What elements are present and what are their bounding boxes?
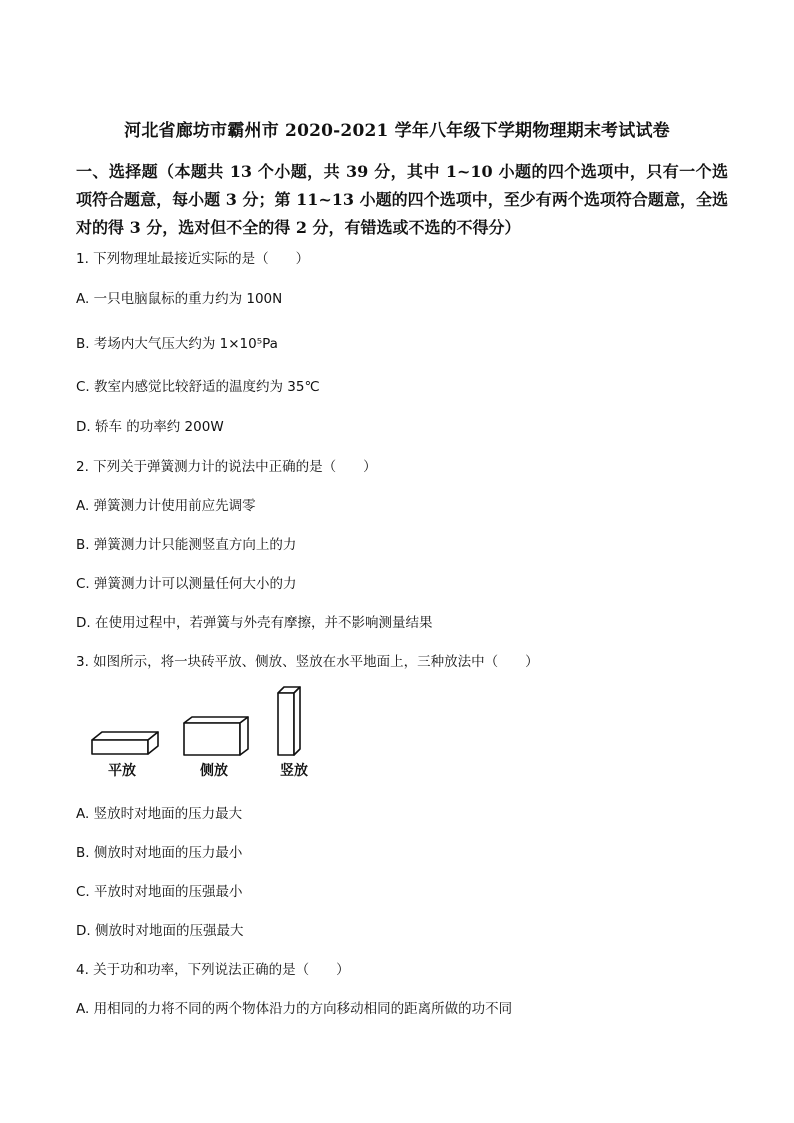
- question-1-option-c: C. 教室内感觉比较舒适的温度约为 35℃: [76, 379, 320, 395]
- brick-flat: [92, 732, 158, 754]
- question-2-option-a: A. 弹簧测力计使用前应先调零: [76, 498, 256, 514]
- question-3-option-b: B. 侧放时对地面的压力最小: [76, 845, 243, 861]
- question-1-option-b: B. 考场内大气压大约为 1×10⁵Pa: [76, 336, 278, 352]
- question-3-option-d: D. 侧放时对地面的压强最大: [76, 923, 244, 939]
- question-2-option-c: C. 弹簧测力计可以测量任何大小的力: [76, 576, 297, 592]
- question-1-option-a: A. 一只电脑鼠标的重力约为 100N: [76, 291, 283, 307]
- question-1-option-d: D. 轿车 的功率约 200W: [76, 419, 224, 435]
- page-title: 河北省廊坊市霸州市 2020-2021 学年八年级下学期物理期末考试试卷: [124, 121, 670, 141]
- question-3-option-c: C. 平放时对地面的压强最小: [76, 884, 243, 900]
- label-flat: 平放: [108, 763, 136, 779]
- question-4-option-a: A. 用相同的力将不同的两个物体沿力的方向移动相同的距离所做的功不同: [76, 1001, 513, 1017]
- question-3-option-a: A. 竖放时对地面的压力最大: [76, 806, 243, 822]
- label-upright: 竖放: [280, 763, 308, 779]
- question-3-stem: 3. 如图所示，将一块砖平放、侧放、竖放在水平地面上，三种放法中（ ）: [76, 654, 539, 670]
- brick-figure: [84, 684, 344, 784]
- question-4-stem: 4. 关于功和功率，下列说法正确的是（ ）: [76, 962, 350, 978]
- question-1-stem: 1. 下列物理址最接近实际的是（ ）: [76, 251, 310, 267]
- question-2-option-b: B. 弹簧测力计只能测竖直方向上的力: [76, 537, 297, 553]
- brick-upright: [278, 687, 300, 755]
- section-instructions: 一、选择题（本题共 13 个小题，共 39 分，其中 1~10 小题的四个选项中，只有一个选项符合题意，每小题 3 分；第 11~13 小题的四个选项中，至少有两个选项符合题意，全选对的得 3 分，选对但不全的得 2 分，有错选或不选的不得分）: [76, 162, 728, 237]
- question-2-option-d: D. 在使用过程中，若弹簧与外壳有摩擦，并不影响测量结果: [76, 615, 433, 631]
- brick-side: [184, 717, 248, 755]
- label-side: 侧放: [200, 763, 228, 779]
- question-2-stem: 2. 下列关于弹簧测力计的说法中正确的是（ ）: [76, 459, 377, 475]
